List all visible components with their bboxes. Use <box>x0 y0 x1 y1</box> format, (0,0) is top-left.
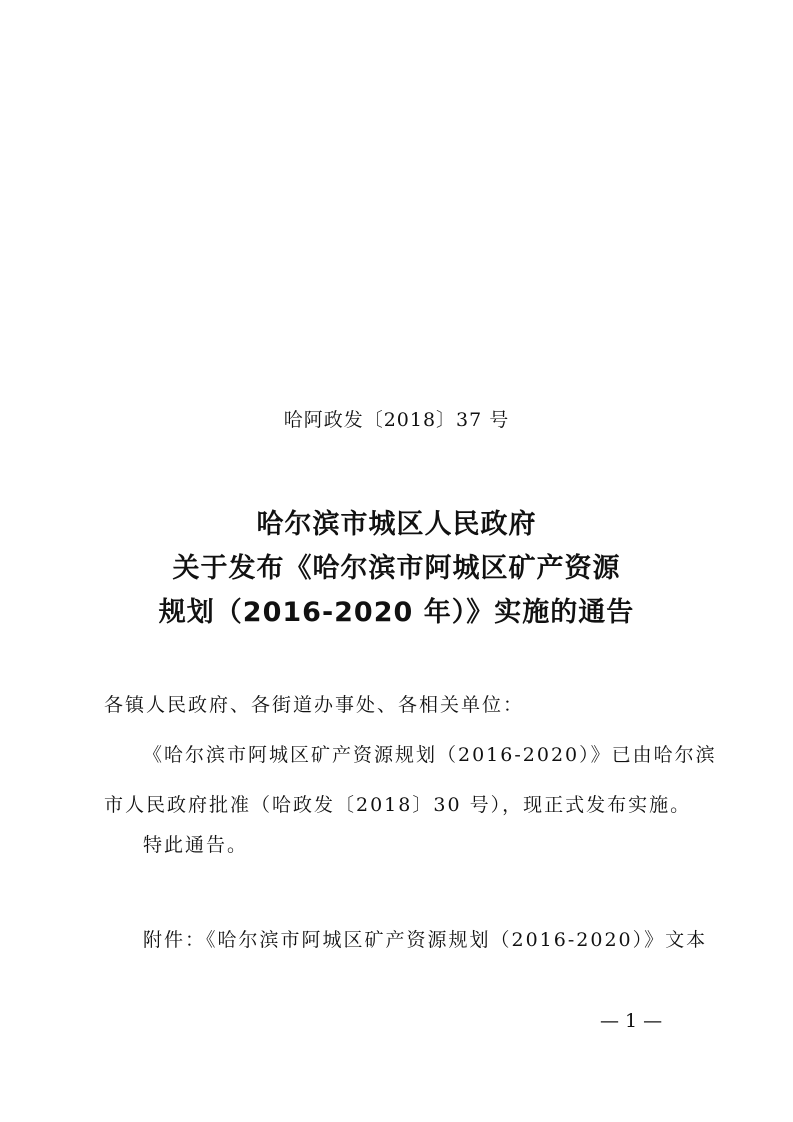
document-number: 哈阿政发〔2018〕37 号 <box>283 409 510 431</box>
recipients-line: 各镇人民政府、各街道办事处、各相关单位： <box>104 694 525 716</box>
attachment-line: 附件：《哈尔滨市阿城区矿产资源规划（2016-2020）》文本 <box>143 929 708 951</box>
page-number: — 1 — <box>600 1010 663 1032</box>
body-paragraph-line-2: 市人民政府批准（哈政发〔2018〕30 号），现正式发布实施。 <box>104 794 692 816</box>
title-line-3: 规划（2016-2020 年）》实施的通告 <box>158 597 635 628</box>
title-line-1: 哈尔滨市城区人民政府 <box>256 509 537 540</box>
closing-line: 特此通告。 <box>143 834 249 856</box>
title-line-2: 关于发布《哈尔滨市阿城区矿产资源 <box>172 553 621 584</box>
document-title <box>0 503 793 635</box>
body-paragraph-line-1: 《哈尔滨市阿城区矿产资源规划（2016-2020）》已由哈尔滨 <box>143 744 717 766</box>
